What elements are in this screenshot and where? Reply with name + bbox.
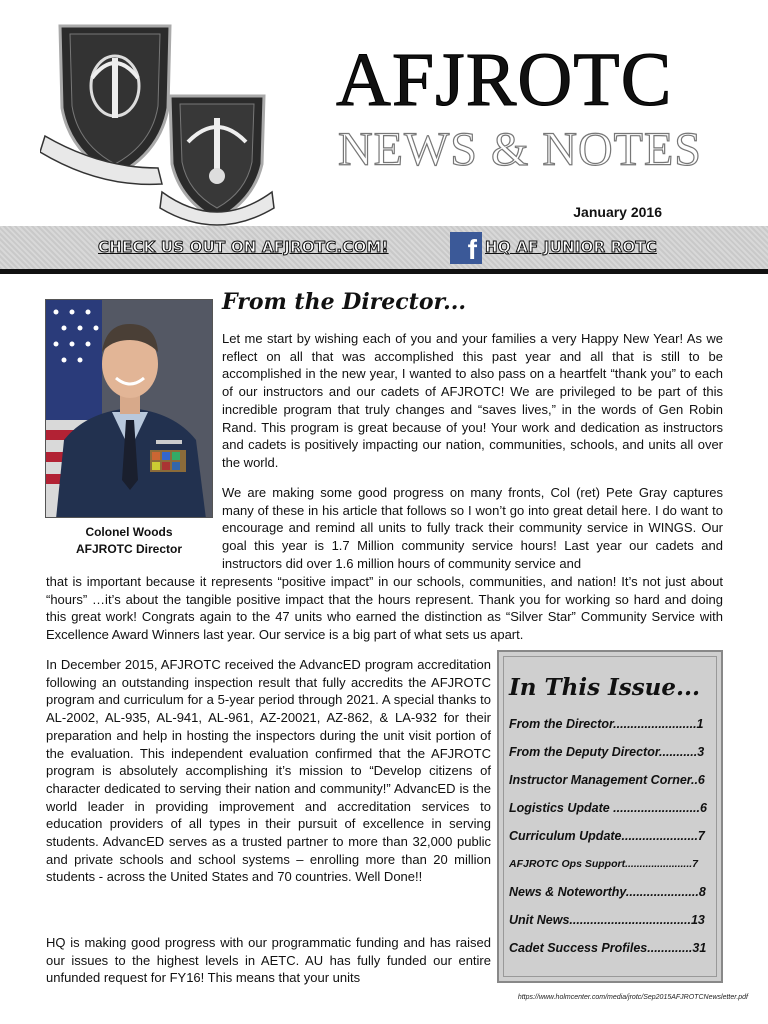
director-photo [45,299,213,518]
newsletter-subtitle: NEWS & NOTES [338,123,702,176]
toc-item[interactable]: From the Director........................1 [509,717,704,731]
issue-date: January 2016 [573,204,662,220]
toc-item[interactable]: Logistics Update .........................6 [509,801,707,815]
toc-item[interactable]: AFJROTC Ops Support.......................7 [509,858,699,870]
director-paragraph-4: HQ is making good progress with our programmatic funding and has raised our issues to the highest levels in AETC. AU has fully funded our entire unfunded request for FY16! This means that your units [46,935,491,986]
director-section-title: From the Director... [222,289,467,315]
website-link[interactable]: CHECK US OUT ON AFJROTC.COM! [98,238,389,256]
director-paragraph-2-bottom: that is important because it represents “positive impact” in our schools, communities, and nation! It’s not just about “hours” …it’s about the tangible positive impact that the hours represent. Thank you for working so hard and doing this great work! Congrats again to the 47 units who earned the distinction as “Silver Star” Community Service with Excellence Award Winners last year. Our service is a big part of what sets us apart. [46,574,723,643]
toc-item[interactable]: Cadet Success Profiles.............31 [509,941,707,955]
toc-item[interactable]: Instructor Management Corner..6 [509,773,705,787]
facebook-icon[interactable]: f [450,232,482,264]
director-paragraph-2-top: We are making some good progress on many fronts, Col (ret) Pete Gray captures many of these in his article that follows so I won’t go into great detail here. I do want to encourage and remind all units to fully track their community service in WINGS. Our goal this year is 1.7 Million community service hours! Last year our cadets and instructors did over 1.6 million hours of community service and [222,485,723,571]
afjrotc-shield-logo [158,92,276,232]
photo-caption [45,524,213,558]
facebook-link[interactable]: HQ AF JUNIOR ROTC [485,238,657,256]
masthead-logos [40,18,280,228]
caption-name: Colonel Woods [85,525,173,539]
toc-item[interactable]: Unit News...................................13 [509,913,705,927]
in-this-issue-box [497,650,723,983]
link-banner [0,226,768,274]
toc-title: In This Issue... [509,674,701,701]
toc-item[interactable]: From the Deputy Director...........3 [509,745,705,759]
director-paragraph-3: In December 2015, AFJROTC received the AdvancED program accreditation following an outstanding inspection result that fully accredits the AFJROTC program and curriculum for a 5-year period through 2021. A special thanks to AL-2002, AL-935, AL-941, AL-961, AZ-20021, AZ-862, & LA-932 for their preparation and help in hosting the inspectors during the unit visit portion of the evaluation. This independent evaluation confirmed that the AFJROTC program is absolutely accomplishing it’s mission to “Develop citizens of character dedicated to serving their nation and community!” AdvancED is the world leader in providing improvement and accreditation services to education providers of all types in their pursuit of excellence in serving students. AdvancED serves as a trusted partner to more than 32,000 public and private schools and school systems – enrolling more than 20 million students - across the United States and 70 countries. Well Done!! [46,657,491,885]
director-paragraph-1: Let me start by wishing each of you and your families a very Happy New Year! As we reflect on all that was accomplished this past year and all that is still to be accomplished in the new year, I wanted to also pass on a heartfelt “thank you” to each of our instructors and our cadets of AFJROTC! We are privileged to be part of this incredible program that truly changes and “saves lives,” in the words of Gen Robin Rand. This program is great because of you! Your work and dedication as instructors and cadets is positively impacting our nation, communities, schools, and units all over the world. [222,331,723,470]
toc-item[interactable]: Curriculum Update......................7 [509,829,705,843]
caption-role: AFJROTC Director [75,542,182,556]
newsletter-title: AFJROTC [336,38,673,122]
toc-list [509,716,714,968]
source-url[interactable]: https://www.holmcenter.com/media/jrotc/Sep2015AFJROTCNewsletter.pdf [517,994,748,1001]
toc-item[interactable]: News & Noteworthy.....................8 [509,885,706,899]
